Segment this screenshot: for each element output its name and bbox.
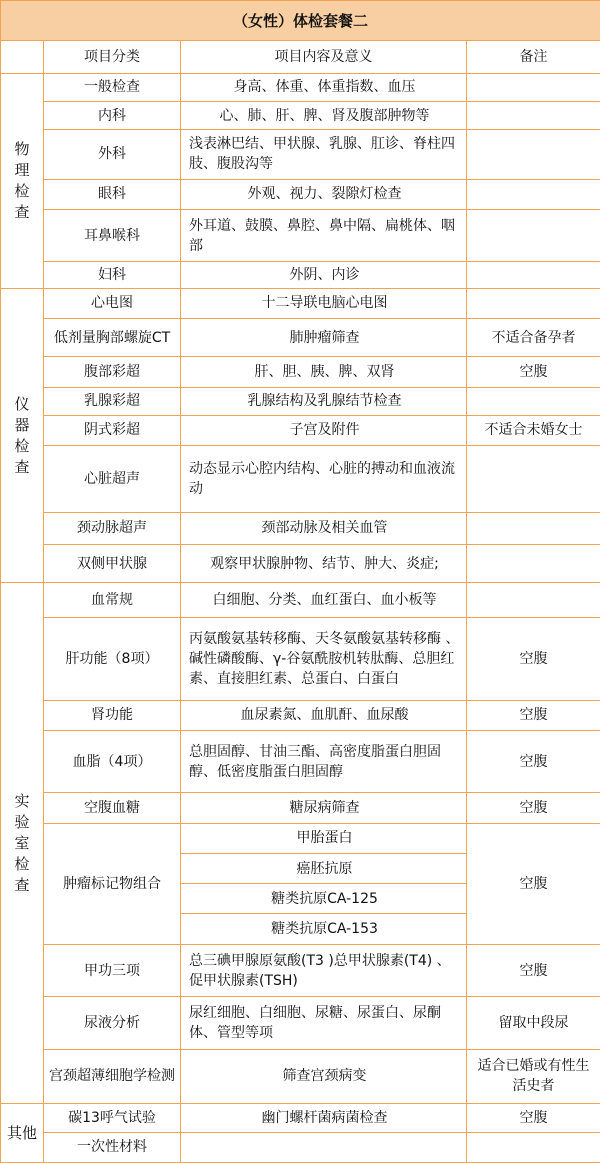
table-row (1, 1049, 600, 1104)
item-content (181, 1132, 467, 1162)
item-note (467, 583, 600, 617)
item-content: 十二导联电脑心电图 (181, 288, 467, 318)
item-note: 不适合未婚女士 (467, 415, 600, 445)
table-row (1, 545, 600, 583)
item-note: 空腹 (467, 700, 600, 730)
group-label-instrument: 仪 器 检 查 (1, 288, 44, 583)
item-content: 筛查宫颈病变 (181, 1049, 467, 1104)
table-row (1, 793, 600, 823)
item-name: 一次性材料 (44, 1132, 181, 1162)
item-name: 一般检查 (44, 73, 181, 101)
item-content: 观察甲状腺肿物、结节、肿大、炎症; (181, 545, 467, 583)
item-name: 腹部彩超 (44, 357, 181, 387)
item-note (467, 446, 600, 513)
item-name: 碳13呼气试验 (44, 1104, 181, 1132)
item-content: 子宫及附件 (181, 415, 467, 445)
group-label-physical: 物 理 检 查 (1, 73, 44, 288)
item-note: 空腹 (467, 793, 600, 823)
header-note: 备注 (467, 41, 600, 73)
item-content: 血尿素氮、血肌酐、血尿酸 (181, 700, 467, 730)
table-row (1, 1132, 600, 1162)
item-content: 丙氨酸氨基转移酶、天冬氨酸氨基转移酶 、碱性磷酸酶、γ-谷氨酰胺机转肽酶、总胆红素、直接胆红素、总蛋白、白蛋白 (181, 617, 467, 700)
item-content: 外耳道、鼓膜、鼻腔、鼻中隔、扁桃体、咽部 (181, 209, 467, 261)
item-note (467, 387, 600, 415)
item-subitem: 甲胎蛋白 (181, 823, 467, 853)
item-content: 尿红细胞、白细胞、尿糖、尿蛋白、尿酮体、管型等项 (181, 997, 467, 1049)
item-note (467, 179, 600, 209)
header-blank-cell (1, 41, 44, 73)
item-note (467, 130, 600, 179)
table-row (1, 101, 600, 129)
item-note: 留取中段尿 (467, 997, 600, 1049)
table-row (1, 357, 600, 387)
item-content: 身高、体重、体重指数、血压 (181, 73, 467, 101)
item-content: 颈部动脉及相关血管 (181, 512, 467, 544)
item-name: 心电图 (44, 288, 181, 318)
table-row (1, 179, 600, 209)
table-row (1, 583, 600, 617)
item-note (467, 288, 600, 318)
table-row (1, 262, 600, 288)
item-note: 空腹 (467, 823, 600, 944)
item-note (467, 512, 600, 544)
item-content: 浅表淋巴结、甲状腺、乳腺、肛诊、脊柱四肢、腹股沟等 (181, 130, 467, 179)
item-note (467, 73, 600, 101)
item-name: 血常规 (44, 583, 181, 617)
item-note (467, 209, 600, 261)
item-note: 空腹 (467, 617, 600, 700)
table-row (1, 997, 600, 1049)
header-content: 项目内容及意义 (181, 41, 467, 73)
table-row (1, 288, 600, 318)
table-row (1, 512, 600, 544)
table-row (1, 1104, 600, 1132)
item-subitem: 糖类抗原CA-153 (181, 914, 467, 944)
item-name: 外科 (44, 130, 181, 179)
item-content: 外观、视力、裂隙灯检查 (181, 179, 467, 209)
item-subitem: 癌胚抗原 (181, 853, 467, 883)
item-name: 耳鼻喉科 (44, 209, 181, 261)
item-content: 糖尿病筛查 (181, 793, 467, 823)
item-content: 乳腺结构及乳腺结节检查 (181, 387, 467, 415)
table-row (1, 387, 600, 415)
table-row (1, 318, 600, 356)
group-label-other: 其他 (1, 1104, 44, 1163)
item-note: 空腹 (467, 1104, 600, 1132)
item-content: 幽门螺杆菌病菌检查 (181, 1104, 467, 1132)
item-name: 眼科 (44, 179, 181, 209)
item-name: 妇科 (44, 262, 181, 288)
table-row (1, 446, 600, 513)
table-row (1, 700, 600, 730)
item-content: 动态显示心腔内结构、心脏的搏动和血液流动 (181, 446, 467, 513)
item-content: 总三碘甲腺原氨酸(T3 )总甲状腺素(T4) 、促甲状腺素(TSH) (181, 944, 467, 996)
item-name: 肝功能（8项） (44, 617, 181, 700)
item-content: 白细胞、分类、血红蛋白、血小板等 (181, 583, 467, 617)
item-content: 心、肺、肝、脾、肾及腹部肿物等 (181, 101, 467, 129)
item-note (467, 545, 600, 583)
item-name: 低剂量胸部螺旋CT (44, 318, 181, 356)
item-name: 双侧甲状腺 (44, 545, 181, 583)
table-row (1, 823, 600, 853)
table-row (1, 415, 600, 445)
item-name: 空腹血糖 (44, 793, 181, 823)
header-row (1, 41, 600, 73)
item-name: 宫颈超薄细胞学检测 (44, 1049, 181, 1104)
table-row (1, 73, 600, 101)
item-name: 心脏超声 (44, 446, 181, 513)
item-content: 肝、胆、胰、脾、双肾 (181, 357, 467, 387)
item-name: 肿瘤标记物组合 (44, 823, 181, 944)
table-row (1, 130, 600, 179)
item-name: 肾功能 (44, 700, 181, 730)
group-label-laboratory: 实 验 室 检 查 (1, 583, 44, 1104)
item-content: 肺肿瘤筛查 (181, 318, 467, 356)
item-note: 适合已婚或有性生活史者 (467, 1049, 600, 1104)
table-title: （女性）体检套餐二 (1, 1, 600, 41)
item-note: 空腹 (467, 730, 600, 793)
item-name: 颈动脉超声 (44, 512, 181, 544)
item-name: 甲功三项 (44, 944, 181, 996)
table-row (1, 209, 600, 261)
item-note: 不适合备孕者 (467, 318, 600, 356)
item-note: 空腹 (467, 357, 600, 387)
item-note: 空腹 (467, 944, 600, 996)
item-name: 尿液分析 (44, 997, 181, 1049)
item-name: 血脂（4项） (44, 730, 181, 793)
item-note (467, 101, 600, 129)
table-row (1, 617, 600, 700)
item-name: 内科 (44, 101, 181, 129)
item-subitem: 糖类抗原CA-125 (181, 884, 467, 914)
table-row (1, 944, 600, 996)
item-name: 阴式彩超 (44, 415, 181, 445)
item-name: 乳腺彩超 (44, 387, 181, 415)
table-row (1, 730, 600, 793)
item-note (467, 262, 600, 288)
header-category: 项目分类 (44, 41, 181, 73)
item-content: 总胆固醇、甘油三酯、高密度脂蛋白胆固醇、低密度脂蛋白胆固醇 (181, 730, 467, 793)
item-content: 外阴、内诊 (181, 262, 467, 288)
item-note (467, 1132, 600, 1162)
